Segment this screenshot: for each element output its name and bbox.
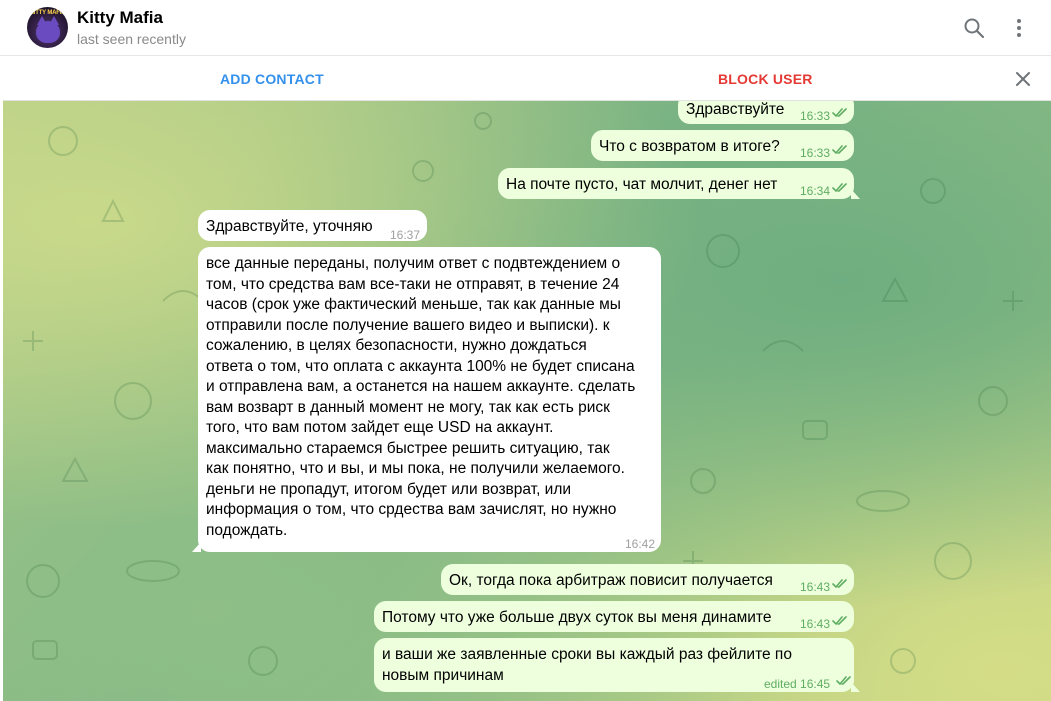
message-time: 16:43 [800, 580, 831, 594]
avatar[interactable] [27, 7, 68, 48]
search-icon[interactable] [962, 16, 986, 40]
double-check-icon [832, 579, 848, 589]
message-line: подождать. [206, 521, 288, 539]
message-time: 16:42 [625, 537, 656, 551]
message-text: Ок, тогда пока арбитраж повисит получается [449, 572, 773, 589]
message-line: и отправлена вам, а останется на нашем аккаунте. сделать [206, 378, 636, 395]
message-time: 16:37 [390, 228, 421, 242]
message-text: Потому что уже больше двух суток вы меня динамите [382, 609, 772, 626]
message-line: все данные переданы, получим ответ с подвтеждением о [206, 255, 621, 272]
add-contact-button[interactable]: ADD CONTACT [220, 71, 324, 87]
message-text [206, 254, 635, 541]
message-meta [800, 577, 830, 598]
message-line: информация о том, что срдества вам зачислят, но нужно [206, 501, 617, 518]
double-check-icon [836, 676, 852, 686]
message-meta [390, 225, 420, 246]
message-meta [800, 106, 830, 127]
message-text: Что с возвратом в итоге? [599, 138, 780, 155]
message-line: том, что средства вам все-таки не отправят, в течение 24 [206, 275, 620, 293]
message-meta [800, 614, 830, 635]
double-check-icon [832, 616, 848, 626]
incoming-message[interactable] [198, 210, 427, 241]
message-time: 16:45 [800, 677, 831, 691]
message-line: максимально стараемся быстрее решить ситуацию, так [206, 439, 610, 457]
message-time: 16:33 [800, 109, 831, 123]
chat-messages[interactable] [3, 101, 1051, 701]
message-line: часов (срок уже фактический меньше, так как данные мы [206, 296, 621, 313]
message-line: как понятно, что и вы, и мы пока, не получили желаемого. [206, 460, 625, 477]
chat-title[interactable]: Kitty Mafia [77, 8, 163, 27]
message-meta [625, 534, 655, 555]
outgoing-message[interactable] [441, 564, 854, 595]
message-meta [800, 181, 830, 202]
double-check-icon [832, 145, 848, 155]
message-line: отправили после получение вашего видео и выписки). к [206, 316, 610, 334]
message-text: Здравствуйте, уточняю [206, 218, 373, 235]
message-time: 16:33 [800, 146, 831, 160]
double-check-icon [832, 108, 848, 118]
outgoing-message[interactable] [498, 168, 854, 199]
message-line: того, что вам потом зайдет еще USD на аккаунт. [206, 419, 554, 436]
message-text [382, 645, 792, 686]
message-time: 16:43 [800, 617, 831, 631]
message-text: На почте пусто, чат молчит, денег нет [506, 176, 778, 193]
message-line: вам возварт в данный момент не могу, так как есть риск [206, 398, 610, 416]
bubble-tail [851, 189, 860, 199]
outgoing-message[interactable] [374, 601, 854, 632]
chat-status: last seen recently [77, 31, 186, 47]
chat-header [0, 0, 1051, 56]
contact-action-bar [3, 57, 1051, 101]
message-text: Здравствуйте [686, 101, 785, 118]
close-icon[interactable] [1013, 69, 1033, 89]
message-line: и ваши же заявленные сроки вы каждый раз фейлите по [382, 646, 792, 663]
bubble-tail [192, 542, 201, 552]
message-line: ответа о том, что оплата с аккаунта 100% не будет списана [206, 357, 635, 375]
outgoing-message[interactable] [678, 101, 854, 124]
message-time: 16:34 [800, 184, 831, 198]
message-meta [764, 674, 830, 695]
outgoing-message[interactable] [374, 638, 854, 692]
more-vertical-icon[interactable] [1007, 16, 1031, 40]
edited-label: edited [764, 677, 801, 691]
outgoing-message[interactable] [591, 130, 854, 161]
message-line: деньги не пропадут, итогом будет или возврат, или [206, 480, 572, 498]
block-user-button[interactable]: BLOCK USER [718, 71, 813, 87]
double-check-icon [832, 183, 848, 193]
message-line: новым причинам [382, 666, 504, 684]
incoming-message[interactable] [198, 247, 661, 552]
message-line: сожалению, в целях безопасности, нужно дождаться [206, 337, 587, 354]
bubble-tail [851, 682, 860, 692]
avatar-logo-text: KITTY MAFIA [29, 10, 66, 16]
message-meta [800, 143, 830, 164]
